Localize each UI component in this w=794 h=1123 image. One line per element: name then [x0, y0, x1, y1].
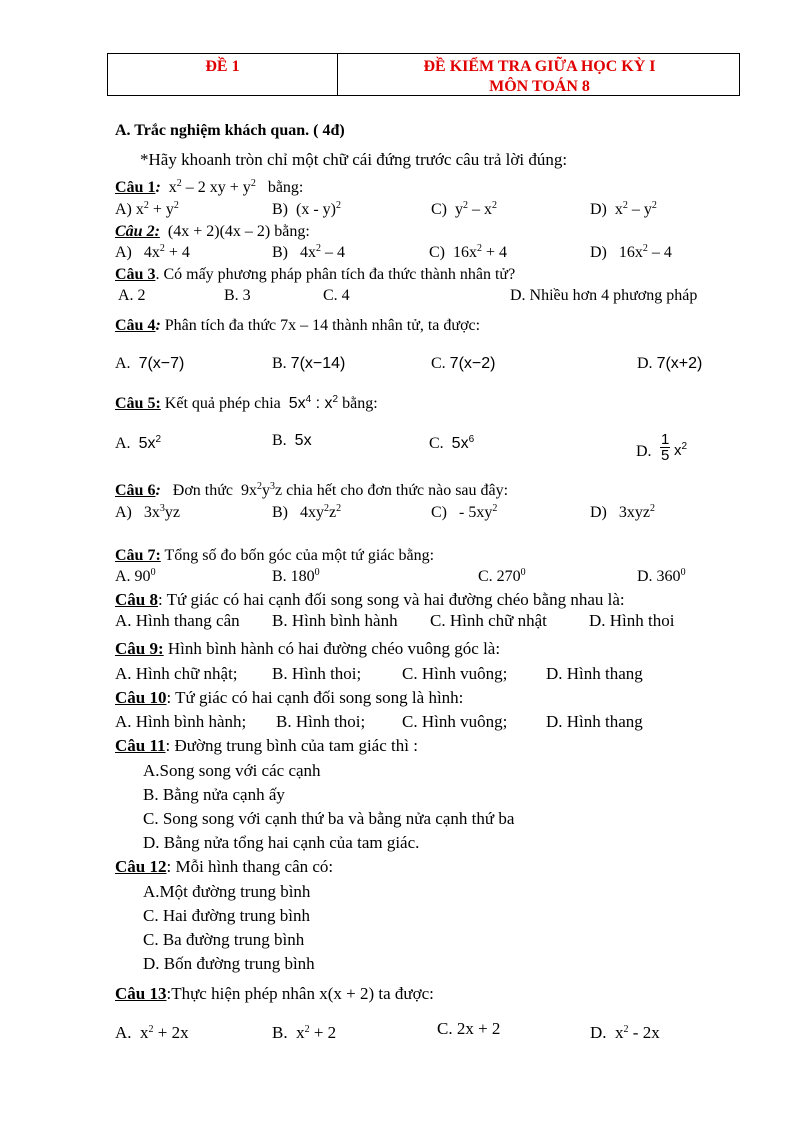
q3-stem: Câu 3. Có mấy phương pháp phân tích đa thức thành nhân tử?	[115, 266, 516, 283]
q5-opt-c: C. $5x^6$	[429, 434, 475, 452]
q6-opt-b: B) $4xy^2z^2$	[272, 503, 342, 521]
q9-opt-a: A. Hình chữ nhật;	[115, 664, 238, 683]
q2-opt-d: D) $16x^2 - 4$	[590, 243, 672, 261]
q9-stem: Câu 9: Hình bình hành có hai đường chéo vuông góc là:	[115, 639, 501, 658]
q6-label: Câu 6	[115, 482, 156, 499]
q3-label: Câu 3	[115, 266, 156, 283]
q7-opt-a: A. $90^0$	[115, 567, 156, 585]
q9-opt-b: B. Hình thoi;	[272, 664, 362, 683]
q1-opt-d: D) $x^2 - y^2$	[590, 200, 657, 218]
q4-opt-b: B. 7(x−14)	[272, 355, 346, 372]
q10-opt-d: D. Hình thang	[546, 712, 643, 731]
q3-opt-d: D. Nhiều hơn 4 phương pháp	[510, 287, 698, 304]
q4-opt-a: A. 7(x−7)	[115, 355, 185, 372]
q13-opt-a: A. $x^2 + 2x$	[115, 1023, 189, 1042]
q10-opt-b: B. Hình thoi;	[276, 712, 366, 731]
q5-opt-d-fraction: $\frac{1}{5}$	[661, 431, 670, 464]
q8-label: Câu 8	[115, 590, 158, 609]
q11-stem: Câu 11: Đường trung bình của tam giác thì :	[115, 736, 418, 755]
q12-opt-c: C. Ba đường trung bình	[143, 930, 305, 949]
q9-opt-c: C. Hình vuông;	[402, 664, 508, 683]
q8-opt-c: C. Hình chữ nhật	[430, 611, 547, 630]
q7-opt-c: C. $270^0$	[478, 567, 526, 585]
q7-stem: Câu 7: Tổng số đo bốn góc của một tứ giác bằng:	[115, 547, 435, 564]
q11-label: Câu 11	[115, 736, 166, 755]
q4-stem: Câu 4: Phân tích đa thức 7x – 14 thành nhân tử, ta được:	[115, 317, 481, 334]
q4-opt-c: C. 7(x−2)	[431, 355, 496, 372]
q13-label: Câu 13	[115, 984, 167, 1003]
q8-stem: Câu 8: Tứ giác có hai cạnh đối song song và hai đường chéo bằng nhau là:	[115, 590, 625, 609]
q5-label: Câu 5:	[115, 395, 161, 412]
q5-opt-b: B. 5x	[272, 432, 312, 449]
q6-stem: Câu 6: Đơn thức $9x^2y^3z$ chia hết cho đơn thức nào sau đây:	[115, 481, 509, 499]
q11-opt-d: D. Bằng nửa tổng hai cạnh của tam giác.	[143, 833, 420, 852]
q7-opt-d: D. $360^0$	[637, 567, 686, 585]
q3-opt-a: A. 2	[118, 287, 146, 304]
q8-opt-a: A. Hình thang cân	[115, 611, 240, 630]
q8-opt-b: B. Hình bình hành	[272, 611, 398, 630]
q10-opt-c: C. Hình vuông;	[402, 712, 508, 731]
q13-stem: Câu 13:Thực hiện phép nhân x(x + 2) ta được:	[115, 984, 434, 1003]
q2-label: Câu 2:	[115, 223, 160, 240]
q12-label: Câu 12	[115, 857, 167, 876]
q5-stem: Câu 5: Kết quả phép chia $5x^4$ : $x^2$ bằng:	[115, 394, 378, 412]
exam-subject: MÔN TOÁN 8	[489, 78, 590, 95]
q7-label: Câu 7:	[115, 547, 161, 564]
q4-label: Câu 4	[115, 317, 156, 334]
q9-opt-d: D. Hình thang	[546, 664, 643, 683]
q13-opt-b: B. $x^2 + 2$	[272, 1023, 337, 1042]
q10-stem: Câu 10: Tứ giác có hai cạnh đối song song là hình:	[115, 688, 464, 707]
q5-opt-a: A. $5x^2$	[115, 434, 162, 452]
q3-opt-b: B. 3	[224, 287, 251, 304]
instruction: *Hãy khoanh tròn chỉ một chữ cái đứng trước câu trả lời đúng:	[140, 150, 568, 169]
q4-opt-d: D. 7(x+2)	[637, 355, 703, 372]
q2-opt-c: C) $16x^2 + 4$	[429, 243, 508, 261]
header-table	[107, 53, 740, 96]
q11-opt-a: A.Song song với các cạnh	[143, 761, 321, 780]
q10-label: Câu 10	[115, 688, 167, 707]
q2-opt-a: A) $4x^2 + 4$	[115, 243, 190, 261]
q2-opt-b: B) $4x^2 - 4$	[272, 243, 345, 261]
q1-opt-b: B) (x - y)$^2$	[272, 200, 341, 218]
q12-stem: Câu 12: Mỗi hình thang cân có:	[115, 857, 334, 876]
q7-opt-b: B. $180^0$	[272, 567, 320, 585]
q12-opt-b: C. Hai đường trung bình	[143, 906, 310, 925]
q12-opt-a: A.Một đường trung bình	[143, 882, 311, 901]
q13-opt-c: C. 2x + 2	[437, 1019, 501, 1038]
q12-opt-d: D. Bốn đường trung bình	[143, 954, 315, 973]
q11-opt-c: C. Song song với cạnh thứ ba và bằng nửa cạnh thứ ba	[143, 809, 515, 828]
q13-opt-d: D. $x^2 - 2x$	[590, 1023, 660, 1042]
q11-opt-b: B. Bằng nửa cạnh ấy	[143, 785, 285, 804]
q5-opt-d-term: $x^2$	[674, 441, 688, 459]
q8-opt-d: D. Hình thoi	[589, 611, 675, 630]
q5-opt-d-letter: D.	[636, 443, 652, 460]
q9-label: Câu 9:	[115, 639, 164, 658]
q6-opt-d: D) 3xyz$^2$	[590, 503, 655, 521]
q2-stem: Câu 2: (4x + 2)(4x – 2) bằng:	[115, 223, 310, 240]
q6-opt-c: $C) - 5xy^2$	[431, 503, 498, 521]
section-title: A. Trắc nghiệm khách quan. ( 4đ)	[115, 122, 345, 139]
q1-opt-a: A) $x^2 + y^2$	[115, 200, 179, 218]
q6-opt-a: A) $3x^3yz$	[115, 503, 180, 521]
q1-label: Câu 1	[115, 179, 156, 196]
q1-stem: Câu 1: $x^2 - 2$ xy + $y^2$ bằng:	[115, 178, 304, 196]
q10-opt-a: A. Hình bình hành;	[115, 712, 247, 731]
q3-opt-c: C. 4	[323, 287, 350, 304]
exam-title: ĐỀ KIỂM TRA GIỮA HỌC KỲ I	[423, 58, 656, 75]
q1-opt-c: C) $y^2 - x^2$	[431, 200, 497, 218]
exam-code: ĐỀ 1	[205, 58, 240, 75]
